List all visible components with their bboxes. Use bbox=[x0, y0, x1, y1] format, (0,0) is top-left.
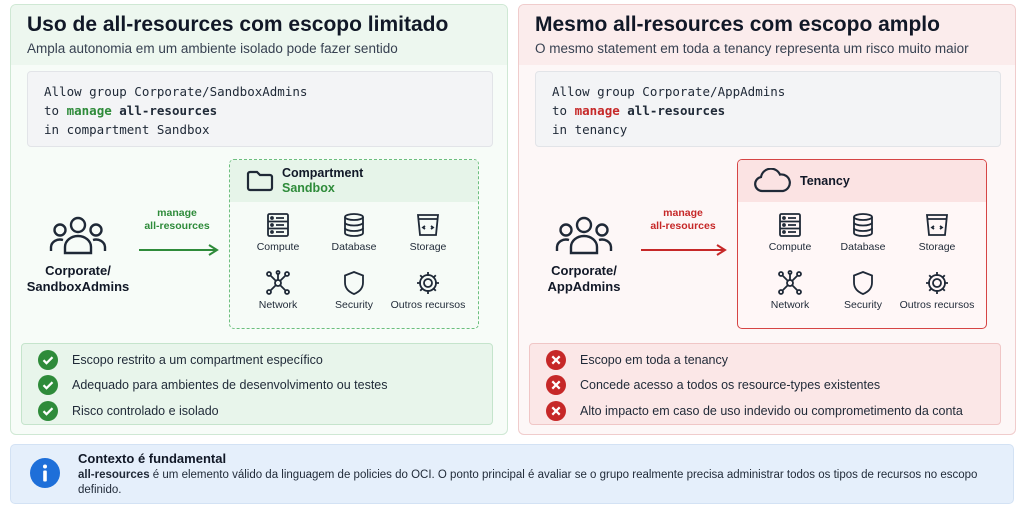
arrow-right-icon bbox=[635, 243, 731, 257]
broad-scope-panel bbox=[518, 4, 1016, 435]
policy-line-1: Allow group Corporate/SandboxAdmins bbox=[44, 84, 308, 99]
shield-icon bbox=[341, 270, 367, 296]
resource-storage: Storage bbox=[899, 212, 975, 254]
resource-compute: Compute bbox=[752, 212, 828, 254]
policy-line-1: Allow group Corporate/AppAdmins bbox=[552, 84, 786, 99]
group-name: Corporate/ AppAdmins bbox=[547, 263, 621, 294]
policy-resource: all-resources bbox=[119, 103, 218, 118]
limited-scope-panel bbox=[10, 4, 508, 435]
group-name: Corporate/ SandboxAdmins bbox=[26, 263, 130, 294]
policy-line-2: to manage all-resources bbox=[552, 103, 726, 118]
database-icon bbox=[850, 212, 876, 238]
tenancy-title: Tenancy bbox=[800, 174, 850, 188]
manage-arrow-red bbox=[635, 207, 731, 257]
resource-database: Database bbox=[316, 212, 392, 254]
users-icon bbox=[555, 215, 613, 255]
check-circle-icon bbox=[38, 375, 58, 395]
list-item: Risco controlado e isolado bbox=[38, 401, 219, 421]
network-icon bbox=[265, 270, 291, 296]
cloud-icon bbox=[752, 168, 792, 194]
shield-icon bbox=[850, 270, 876, 296]
network-icon bbox=[777, 270, 803, 296]
folder-icon bbox=[246, 170, 274, 192]
resource-security: Security bbox=[316, 270, 392, 312]
resource-database: Database bbox=[825, 212, 901, 254]
policy-line-3: in tenancy bbox=[552, 122, 628, 137]
list-item: Adequado para ambientes de desenvolvimento ou testes bbox=[38, 375, 388, 395]
x-circle-icon bbox=[546, 375, 566, 395]
x-circle-icon bbox=[546, 401, 566, 421]
storage-bucket-icon bbox=[924, 212, 950, 238]
server-icon bbox=[265, 212, 291, 238]
context-note bbox=[10, 444, 1014, 504]
broad-scope-title: Mesmo all-resources com escopo amplo bbox=[535, 13, 940, 36]
arrow-label: manage all-resources bbox=[144, 207, 210, 232]
users-icon bbox=[49, 215, 107, 255]
arrow-right-icon bbox=[129, 243, 225, 257]
group-sandbox-admins bbox=[23, 215, 133, 295]
policy-line-3: in compartment Sandbox bbox=[44, 122, 210, 137]
compartment-title: Compartment Sandbox bbox=[282, 166, 364, 195]
context-body: all-resources é um elemento válido da linguagem de policies do OCI. O ponto principal é avaliar se o grupo realmente precisa administrar todos os tipos de recursos no escopo definido. bbox=[78, 469, 978, 496]
compartment-sandbox-box bbox=[229, 159, 479, 329]
x-circle-icon bbox=[546, 350, 566, 370]
limited-scope-benefits bbox=[21, 343, 493, 425]
policy-resource: all-resources bbox=[627, 103, 726, 118]
resource-storage: Storage bbox=[390, 212, 466, 254]
broad-scope-risks bbox=[529, 343, 1001, 425]
arrow-label: manage all-resources bbox=[650, 207, 716, 232]
policy-line-2: to manage all-resources bbox=[44, 103, 218, 118]
policy-statement-sandbox bbox=[27, 71, 493, 147]
check-circle-icon bbox=[38, 401, 58, 421]
resource-compute: Compute bbox=[240, 212, 316, 254]
context-title: Contexto é fundamental bbox=[78, 451, 227, 466]
policy-verb: manage bbox=[574, 103, 620, 118]
list-item: Escopo em toda a tenancy bbox=[546, 350, 728, 370]
gear-icon bbox=[924, 270, 950, 296]
policy-verb: manage bbox=[66, 103, 112, 118]
list-item: Concede acesso a todos os resource-types existentes bbox=[546, 375, 880, 395]
gear-icon bbox=[415, 270, 441, 296]
tenancy-box bbox=[737, 159, 987, 329]
broad-scope-subtitle: O mesmo statement em toda a tenancy representa um risco muito maior bbox=[535, 41, 969, 56]
manage-arrow-green bbox=[129, 207, 225, 257]
storage-bucket-icon bbox=[415, 212, 441, 238]
limited-scope-subtitle: Ampla autonomia em um ambiente isolado pode fazer sentido bbox=[27, 41, 398, 56]
list-item: Escopo restrito a um compartment específico bbox=[38, 350, 323, 370]
resource-other: Outros recursos bbox=[899, 270, 975, 312]
info-icon bbox=[30, 458, 60, 488]
broad-scope-header bbox=[519, 5, 1015, 65]
check-circle-icon bbox=[38, 350, 58, 370]
resource-other: Outros recursos bbox=[390, 270, 466, 312]
resource-security: Security bbox=[825, 270, 901, 312]
limited-scope-header bbox=[11, 5, 507, 65]
server-icon bbox=[777, 212, 803, 238]
policy-statement-tenancy bbox=[535, 71, 1001, 147]
list-item: Alto impacto em caso de uso indevido ou comprometimento da conta bbox=[546, 401, 963, 421]
resource-network: Network bbox=[752, 270, 828, 312]
database-icon bbox=[341, 212, 367, 238]
limited-scope-title: Uso de all-resources com escopo limitado bbox=[27, 13, 449, 36]
group-app-admins bbox=[529, 215, 639, 295]
resource-network: Network bbox=[240, 270, 316, 312]
